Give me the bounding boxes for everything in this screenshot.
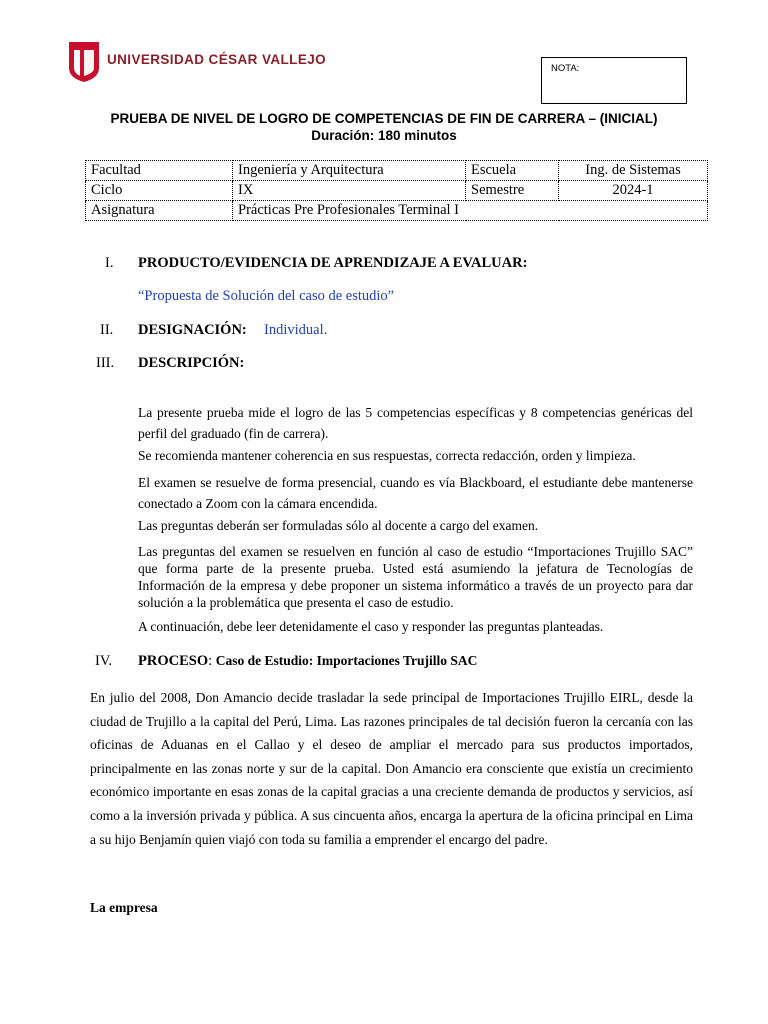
list-item: El examen se resuelve de forma presencial, cuando es vía Blackboard, el estudiante debe mantenerse conectado a Zoom con la cámara encendida. xyxy=(138,475,693,511)
table-cell-value: IX xyxy=(233,181,466,201)
section-3 xyxy=(0,355,768,375)
table-row xyxy=(86,181,708,201)
section-heading: DESIGNACIÓN: xyxy=(138,322,247,338)
section-number: I. xyxy=(105,255,114,271)
table-cell-label: Semestre xyxy=(466,181,559,201)
university-shield-icon xyxy=(67,42,101,82)
table-cell-value: 2024-1 xyxy=(559,181,708,201)
list-item: Las preguntas deberán ser formuladas sólo al docente a cargo del examen. xyxy=(138,518,539,533)
section-1 xyxy=(0,255,768,275)
case-study-title: Caso de Estudio: Importaciones Trujillo SAC xyxy=(215,653,478,668)
exam-title: PRUEBA DE NIVEL DE LOGRO DE COMPETENCIAS DE FIN DE CARRERA – (INICIAL) xyxy=(110,111,658,126)
list-item: La presente prueba mide el logro de las 5 competencias específicas y 8 competencias genéricas del perfil del graduado (fin de carrera). xyxy=(138,405,693,441)
designation-value: Individual. xyxy=(264,322,328,338)
exam-duration: Duración: 180 minutos xyxy=(311,128,457,143)
list-item: Las preguntas del examen se resuelven en función al caso de estudio “Importaciones Trujillo SAC” que forma parte de la presente prueba. Usted está asumiendo la jefatura de Tecnologías de Información de la empresa y debe proponer un sistema informático a través de un proyecto para dar solución a la problemática que presenta el caso de estudio. xyxy=(138,544,693,610)
section-heading-colon: : xyxy=(208,653,213,669)
table-cell-value: Prácticas Pre Profesionales Terminal I xyxy=(233,201,708,221)
section-number: IV. xyxy=(95,653,113,669)
subheading: La empresa xyxy=(90,900,158,915)
course-info-table xyxy=(85,160,708,221)
table-cell-value: Ing. de Sistemas xyxy=(559,161,708,181)
section-heading-label: PROCESO xyxy=(138,653,209,669)
list-item: Se recomienda mantener coherencia en sus respuestas, correcta redacción, orden y limpieza. xyxy=(138,448,636,463)
section-heading xyxy=(138,653,477,670)
section-2 xyxy=(0,322,768,342)
product-description: “Propuesta de Solución del caso de estudio” xyxy=(138,288,395,304)
section-heading: PRODUCTO/EVIDENCIA DE APRENDIZAJE A EVALUAR: xyxy=(138,255,528,271)
table-cell-label: Facultad xyxy=(86,161,233,181)
table-cell-value: Ingeniería y Arquitectura xyxy=(233,161,466,181)
table-cell-label: Escuela xyxy=(466,161,559,181)
table-row xyxy=(86,201,708,221)
table-cell-label: Asignatura xyxy=(86,201,233,221)
university-name: UNIVERSIDAD CÉSAR VALLEJO xyxy=(107,52,327,67)
grade-box xyxy=(541,57,687,104)
section-4 xyxy=(0,653,768,673)
section-number: III. xyxy=(96,355,115,371)
university-logo xyxy=(67,42,327,82)
case-paragraph: En julio del 2008, Don Amancio decide trasladar la sede principal de Importaciones Trujillo EIRL, desde la ciudad de Trujillo a la capital del Perú, Lima. Las razones principales de tal decisión fueron la cercanía con las oficinas de Aduanas en el Callao y el deseo de ampliar el mercado para sus productos importados, principalmente en las zonas norte y sur de la capital. Don Amancio era consciente que existía un crecimiento económico importante en esas zonas de la capital gracias a una creciente demanda de productos y servicios, así como a la inversión privada y pública. A sus cincuenta años, encarga la apertura de la oficina principal en Lima a su hijo Benjamín quien viajó con toda su familia a emprender el encargo del padre. xyxy=(90,690,693,847)
section-number: II. xyxy=(100,322,114,338)
grade-label: NOTA: xyxy=(551,63,580,74)
section-heading: DESCRIPCIÓN: xyxy=(138,355,245,371)
table-cell-label: Ciclo xyxy=(86,181,233,201)
table-row xyxy=(86,161,708,181)
list-item: A continuación, debe leer detenidamente el caso y responder las preguntas planteadas. xyxy=(138,619,604,634)
